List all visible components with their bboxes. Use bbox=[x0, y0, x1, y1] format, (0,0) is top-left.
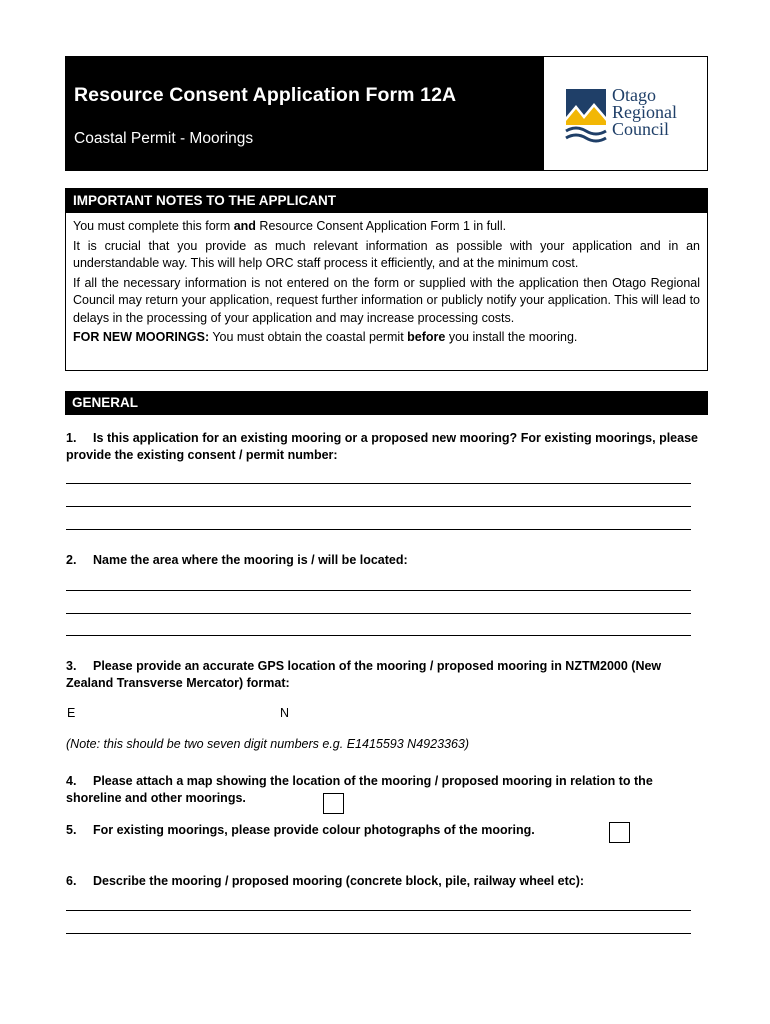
general-heading: GENERAL bbox=[65, 391, 708, 415]
question-5: 5. For existing moorings, please provide colour photographs of the mooring. bbox=[66, 823, 535, 837]
form-subtitle: Coastal Permit - Moorings bbox=[74, 130, 254, 147]
notes-body bbox=[66, 213, 707, 347]
notes-heading: IMPORTANT NOTES TO THE APPLICANT bbox=[66, 189, 707, 213]
northing-label[interactable]: N bbox=[280, 706, 290, 720]
answer-line[interactable] bbox=[66, 910, 691, 911]
answer-line[interactable] bbox=[66, 483, 691, 484]
question-1: 1. Is this application for an existing mooring or a proposed new mooring? For existing moorings, please provide the existing consent / permit number: bbox=[66, 431, 698, 462]
logo-line-2: Regional bbox=[612, 102, 677, 122]
question-2: 2. Name the area where the mooring is / will be located: bbox=[66, 553, 408, 567]
answer-line[interactable] bbox=[66, 590, 691, 591]
answer-line[interactable] bbox=[66, 933, 691, 934]
header-title-panel bbox=[66, 57, 544, 170]
notes-paragraph-2: It is crucial that you provide as much relevant information as possible with your application and in an understandable way. This will help ORC staff process it efficiently, and at the minimum cost. bbox=[73, 238, 700, 270]
form-title: Resource Consent Application Form 12A bbox=[74, 84, 457, 106]
notes-paragraph-4: FOR NEW MOORINGS: You must obtain the coastal permit before you install the mooring. bbox=[73, 330, 578, 344]
notes-paragraph-1: You must complete this form and Resource Consent Application Form 1 in full. bbox=[73, 219, 507, 233]
answer-line[interactable] bbox=[66, 529, 691, 530]
orc-logo-mark-icon bbox=[564, 87, 608, 145]
important-notes-box bbox=[65, 188, 708, 371]
logo-panel bbox=[544, 57, 707, 170]
answer-line[interactable] bbox=[66, 635, 691, 636]
form-header bbox=[65, 56, 708, 171]
answer-line[interactable] bbox=[66, 613, 691, 614]
question-6: 6. Describe the mooring / proposed mooring (concrete block, pile, railway wheel etc): bbox=[66, 874, 585, 888]
question-3: 3. Please provide an accurate GPS location of the mooring / proposed mooring in NZTM2000 (New Zealand Transverse Mercator) format: bbox=[66, 659, 662, 690]
photos-attached-checkbox[interactable] bbox=[609, 822, 630, 843]
orc-logo bbox=[564, 87, 694, 147]
answer-line[interactable] bbox=[66, 506, 691, 507]
question-4: 4. Please attach a map showing the location of the mooring / proposed mooring in relation to the shoreline and other moorings. bbox=[66, 774, 653, 805]
easting-label[interactable]: E bbox=[67, 706, 76, 720]
notes-paragraph-3: If all the necessary information is not entered on the form or supplied with the application then Otago Regional Council may return your application, request further information or publicly notify your application. This will lead to delays in the processing of your application and may increase processing costs. bbox=[73, 275, 700, 325]
logo-line-1: Otago bbox=[612, 85, 656, 105]
logo-text bbox=[612, 87, 677, 138]
gps-format-note: (Note: this should be two seven digit numbers e.g. E1415593 N4923363) bbox=[66, 737, 470, 751]
map-attached-checkbox[interactable] bbox=[323, 793, 344, 814]
logo-line-3: Council bbox=[612, 119, 669, 139]
